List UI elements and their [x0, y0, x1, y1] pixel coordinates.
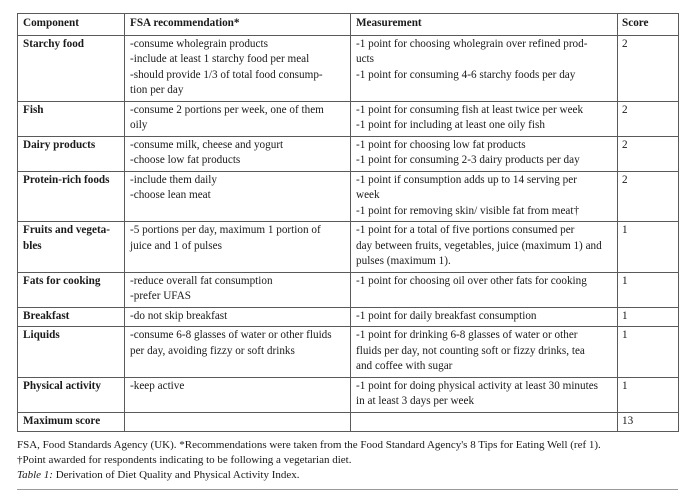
- recommendation-line: -keep active: [130, 379, 185, 392]
- component-cell: [18, 101, 125, 136]
- measurement-line: -1 point for daily breakfast consumption: [356, 309, 537, 322]
- score-cell: [618, 307, 679, 327]
- measurement-cell: [351, 101, 618, 136]
- recommendation-line: -prefer UFAS: [130, 290, 191, 302]
- table-row: [18, 35, 679, 101]
- score-line: 1: [622, 379, 628, 392]
- table-caption: [17, 468, 678, 483]
- total-label: Maximum score: [18, 412, 125, 432]
- score-cell: [618, 222, 679, 273]
- measurement-cell: [351, 171, 618, 222]
- recommendation-line: -consume milk, cheese and yogurt: [130, 138, 284, 151]
- measurement-line: -1 point for consuming 4-6 starchy foods per day: [356, 68, 576, 81]
- component-cell: [18, 327, 125, 378]
- header-measurement: Measurement: [351, 14, 618, 36]
- score-line: 1: [622, 309, 628, 322]
- measurement-cell: [351, 307, 618, 327]
- table-row: [18, 101, 679, 136]
- measurement-line: ucts: [356, 53, 375, 65]
- component-line: Physical activity: [23, 379, 101, 392]
- total-score: 13: [618, 412, 679, 432]
- component-cell: [18, 222, 125, 273]
- score-line: 2: [622, 173, 628, 186]
- measurement-cell: [351, 35, 618, 101]
- recommendation-cell: [125, 35, 351, 101]
- measurement-line: -1 point for a total of five portions consumed per: [356, 224, 575, 236]
- recommendation-line: oily: [130, 119, 148, 131]
- recommendation-cell: [125, 101, 351, 136]
- table-notes: [17, 438, 678, 483]
- measurement-line: -1 point for drinking 6-8 glasses of water or other: [356, 329, 578, 341]
- recommendation-line: -include them daily: [130, 173, 217, 186]
- recommendation-line: per day, avoiding fizzy or soft drinks: [130, 344, 295, 357]
- measurement-cell: [351, 222, 618, 273]
- recommendation-line: -consume wholegrain products: [130, 37, 268, 50]
- measurement-cell: [351, 377, 618, 412]
- caption-text: Derivation of Diet Quality and Physical Activity Index.: [52, 469, 300, 481]
- component-line: Breakfast: [23, 309, 70, 322]
- component-cell: [18, 35, 125, 101]
- measurement-line: -1 point if consumption adds up to 14 serving per: [356, 173, 577, 186]
- component-line: Fats for cooking: [23, 274, 101, 287]
- score-line: 2: [622, 103, 628, 116]
- measurement-cell: [351, 136, 618, 171]
- table-row: [18, 307, 679, 327]
- score-line: 1: [622, 274, 628, 287]
- header-recommendation: FSA recommendation*: [125, 14, 351, 36]
- table-row: [18, 327, 679, 378]
- measurement-line: -1 point for choosing wholegrain over refined prod-: [356, 37, 588, 50]
- table-row: [18, 377, 679, 412]
- score-cell: [618, 171, 679, 222]
- footnote-dagger: †Point awarded for respondents indicating to be following a vegetarian diet.: [17, 454, 352, 466]
- recommendation-line: -reduce overall fat consumption: [130, 274, 273, 287]
- score-cell: [618, 272, 679, 307]
- recommendation-cell: [125, 136, 351, 171]
- score-cell: [618, 101, 679, 136]
- table-row: [18, 222, 679, 273]
- recommendation-cell: [125, 171, 351, 222]
- recommendation-line: -should provide 1/3 of total food consump-: [130, 68, 323, 81]
- measurement-cell: [351, 327, 618, 378]
- component-line: Liquids: [23, 329, 60, 341]
- measurement-line: and coffee with sugar: [356, 360, 453, 372]
- recommendation-line: -do not skip breakfast: [130, 309, 228, 322]
- score-line: 1: [622, 224, 628, 236]
- score-line: 2: [622, 37, 628, 50]
- header-row: [18, 14, 679, 36]
- recommendation-line: juice and 1 of pulses: [130, 239, 222, 252]
- component-cell: [18, 377, 125, 412]
- component-line: Starchy food: [23, 37, 85, 50]
- measurement-line: -1 point for removing skin/ visible fat from meat†: [356, 204, 580, 217]
- bottom-divider: [17, 489, 678, 490]
- component-line: Protein-rich foods: [23, 173, 110, 186]
- component-cell: [18, 136, 125, 171]
- footnote-fsa: FSA, Food Standards Agency (UK). *Recommendations were taken from the Food Standard Agency's 8 Tips for Eating Well (ref 1).: [17, 439, 601, 451]
- caption-label: Table 1:: [17, 469, 53, 481]
- score-cell: [618, 136, 679, 171]
- table-row: [18, 171, 679, 222]
- header-score: Score: [618, 14, 679, 36]
- score-cell: [618, 35, 679, 101]
- component-line: Fruits and vegeta-: [23, 224, 111, 236]
- measurement-line: -1 point for including at least one oily fish: [356, 119, 545, 131]
- measurement-line: -1 point for choosing oil over other fats for cooking: [356, 274, 587, 287]
- recommendation-cell: [125, 222, 351, 273]
- total-row: [18, 412, 679, 432]
- component-cell: [18, 307, 125, 327]
- recommendation-cell: [125, 272, 351, 307]
- recommendation-line: -5 portions per day, maximum 1 portion of: [130, 224, 321, 236]
- table-row: [18, 136, 679, 171]
- table-body: [18, 35, 679, 412]
- component-line: Fish: [23, 103, 44, 116]
- score-line: 2: [622, 138, 628, 151]
- measurement-cell: [351, 272, 618, 307]
- total-empty-1: [125, 412, 351, 432]
- recommendation-cell: [125, 327, 351, 378]
- component-cell: [18, 272, 125, 307]
- recommendation-line: -choose low fat products: [130, 154, 241, 166]
- measurement-line: week: [356, 189, 380, 201]
- measurement-line: -1 point for consuming fish at least twice per week: [356, 103, 584, 116]
- recommendation-cell: [125, 307, 351, 327]
- recommendation-line: tion per day: [130, 84, 184, 96]
- recommendation-line: -include at least 1 starchy food per meal: [130, 53, 310, 65]
- measurement-line: -1 point for consuming 2-3 dairy products per day: [356, 154, 580, 166]
- recommendation-cell: [125, 377, 351, 412]
- score-cell: [618, 327, 679, 378]
- recommendation-line: -consume 2 portions per week, one of them: [130, 103, 324, 116]
- component-line: bles: [23, 239, 42, 252]
- measurement-line: -1 point for choosing low fat products: [356, 138, 526, 151]
- recommendation-line: -consume 6-8 glasses of water or other fluids: [130, 329, 332, 341]
- measurement-line: in at least 3 days per week: [356, 395, 475, 407]
- total-empty-2: [351, 412, 618, 432]
- table-row: [18, 272, 679, 307]
- measurement-line: pulses (maximum 1).: [356, 255, 451, 267]
- measurement-line: fluids per day, not counting soft or fizzy drinks, tea: [356, 344, 585, 357]
- header-component: Component: [18, 14, 125, 36]
- document: [17, 13, 684, 483]
- measurement-line: -1 point for doing physical activity at least 30 minutes: [356, 379, 599, 392]
- component-cell: [18, 171, 125, 222]
- measurement-line: day between fruits, vegetables, juice (maximum 1) and: [356, 239, 602, 252]
- index-table: [17, 13, 679, 432]
- component-line: Dairy products: [23, 138, 96, 151]
- recommendation-line: -choose lean meat: [130, 189, 211, 201]
- score-cell: [618, 377, 679, 412]
- score-line: 1: [622, 329, 628, 341]
